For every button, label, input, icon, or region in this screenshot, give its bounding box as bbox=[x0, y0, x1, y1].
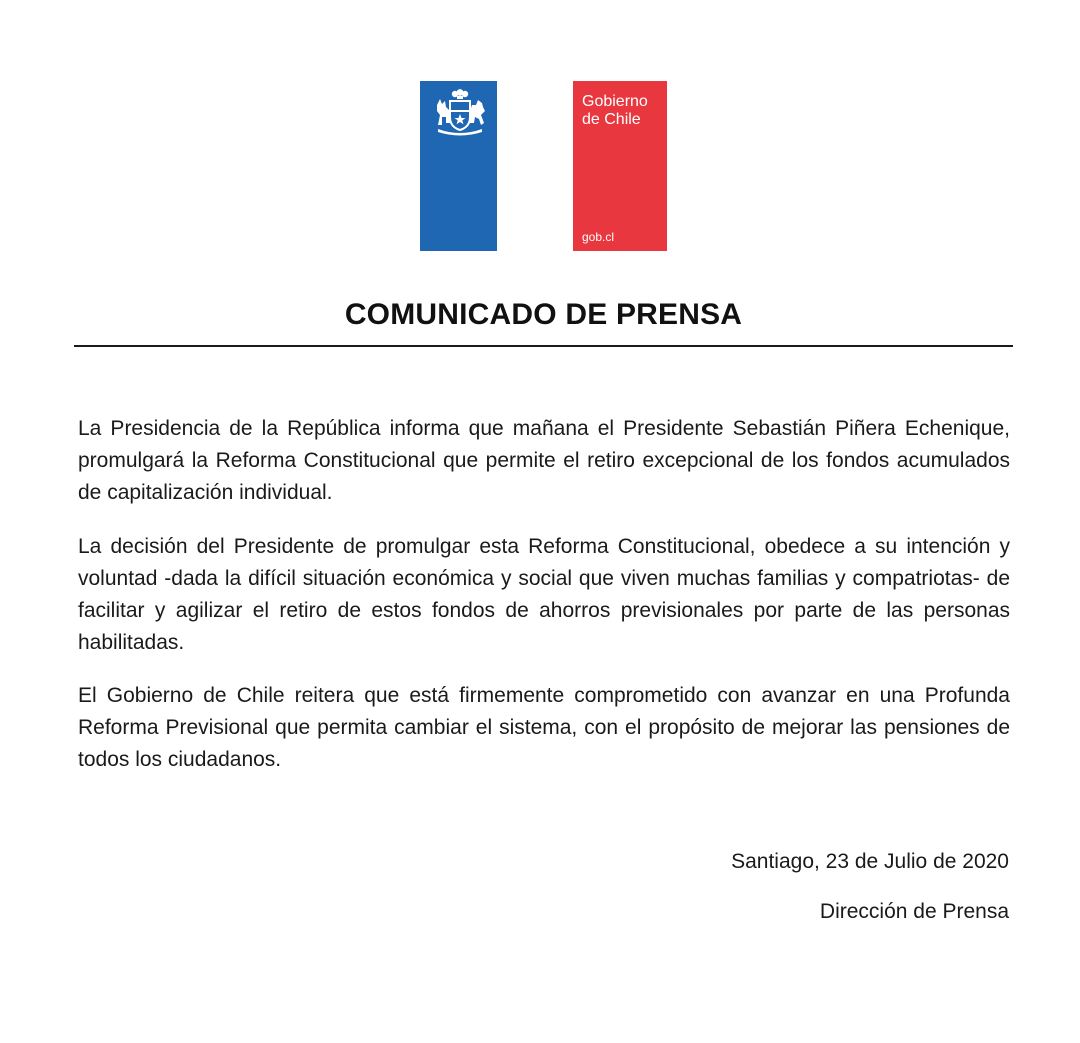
logo-red-panel bbox=[573, 81, 667, 251]
chilean-coat-of-arms-icon bbox=[428, 87, 490, 137]
place-date: Santiago, 23 de Julio de 2020 bbox=[731, 850, 1009, 873]
title-divider bbox=[74, 345, 1013, 347]
logo-url: gob.cl bbox=[582, 230, 615, 244]
signature-office: Dirección de Prensa bbox=[819, 900, 1009, 923]
logo-name: Gobierno de Chile bbox=[582, 93, 648, 128]
paragraph-3: El Gobierno de Chile reitera que está firmemente comprometido con avanzar en una Profunda Reforma Previsional que permita cambiar el sistema, con el propósito de mejorar las pensiones de todos los ciudadanos. bbox=[78, 684, 1010, 771]
paragraph-2: La decisión del Presidente de promulgar esta Reforma Constitucional, obedece a su intención y voluntad -dada la difícil situación económica y social que viven muchas familias y compatriotas- de facilitar y agilizar el retiro de estos fondos de ahorros previsionales por parte de las personas habilitadas. bbox=[78, 535, 1010, 654]
document-title: COMUNICADO DE PRENSA bbox=[344, 298, 743, 331]
logo-blue-panel bbox=[420, 81, 497, 251]
paragraph-1: La Presidencia de la República informa que mañana el Presidente Sebastián Piñera Echenique, promulgará la Reforma Constitucional que permite el retiro excepcional de los fondos acumulados de capitalización individual. bbox=[78, 417, 1010, 504]
